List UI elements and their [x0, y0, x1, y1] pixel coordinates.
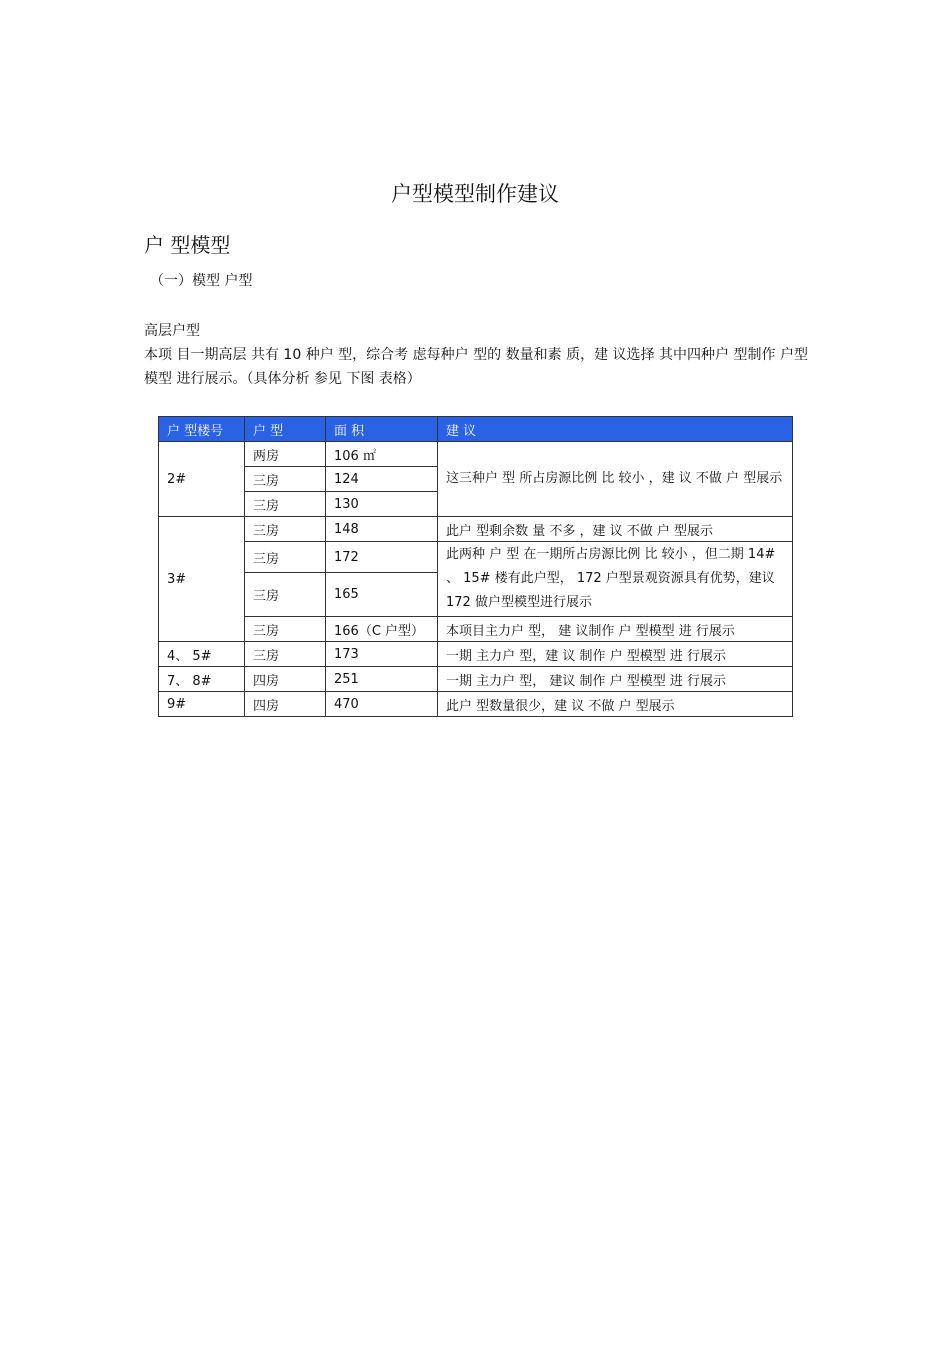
type-cell: 四房 — [245, 667, 326, 692]
table-row — [159, 642, 793, 667]
area-cell: 173 — [326, 642, 438, 667]
suggestion-cell: 一期 主力户 型， 建议 制作 户 型模型 进 行展示 — [438, 667, 793, 692]
suggestion-cell: 此户 型数量很少，建 议 不做 户 型展示 — [438, 692, 793, 717]
type-cell: 两房 — [245, 442, 326, 467]
area-cell: 148 — [326, 517, 438, 542]
type-cell: 三房 — [245, 492, 326, 517]
area-cell: 130 — [326, 492, 438, 517]
type-cell: 三房 — [245, 617, 326, 642]
suggestion-cell: 此两种 户 型 在一期所占房源比例 比 较小 ，但二期 14# 、 15# 楼有此户型， 172 户型景观资源具有优势，建议 172 做户型模型进行展示 — [438, 542, 793, 617]
area-cell: 470 — [326, 692, 438, 717]
building-cell: 7、 8# — [159, 667, 245, 692]
type-cell: 三房 — [245, 642, 326, 667]
type-cell: 三房 — [245, 573, 326, 617]
area-cell: 251 — [326, 667, 438, 692]
type-cell: 三房 — [245, 542, 326, 573]
header-building: 户 型楼号 — [159, 417, 245, 442]
building-cell: 9# — [159, 692, 245, 717]
header-area: 面 积 — [326, 417, 438, 442]
suggestion-cell: 这三种户 型 所占房源比例 比 较小 ，建 议 不做 户 型展示 — [438, 442, 793, 517]
intro-paragraph: 本项 目一期高层 共有 10 种户 型，综合考 虑每种户 型的 数量和素 质，建 议选择 其中四种户 型制作 户型模型 进行展示。（具体分析 参见 下图 表格） — [144, 347, 808, 387]
table-row — [159, 542, 793, 573]
subsection-heading: （一）模型 户型 — [150, 273, 253, 289]
header-suggestion: 建 议 — [438, 417, 793, 442]
area-cell: 166（C 户型） — [326, 617, 438, 642]
table-row — [159, 517, 793, 542]
suggestion-cell: 此户 型剩余数 量 不多 ，建 议 不做 户 型展示 — [438, 517, 793, 542]
table-row — [159, 667, 793, 692]
table-row — [159, 617, 793, 642]
category-label: 高层户型 — [144, 323, 200, 339]
page-title: 户型模型制作建议 — [391, 182, 559, 206]
area-cell: 124 — [326, 467, 438, 492]
building-cell: 2# — [159, 442, 245, 517]
area-cell: 172 — [326, 542, 438, 573]
section-heading: 户 型模型 — [144, 233, 231, 257]
suggestion-cell: 一期 主力户 型，建 议 制作 户 型模型 进 行展示 — [438, 642, 793, 667]
unit-table — [158, 416, 793, 717]
type-cell: 三房 — [245, 517, 326, 542]
area-cell: 106 ㎡ — [326, 442, 438, 467]
area-cell: 165 — [326, 573, 438, 617]
header-type: 户 型 — [245, 417, 326, 442]
table-header-row — [159, 417, 793, 442]
type-cell: 四房 — [245, 692, 326, 717]
table-row — [159, 442, 793, 467]
building-cell: 4、 5# — [159, 642, 245, 667]
building-cell: 3# — [159, 517, 245, 642]
type-cell: 三房 — [245, 467, 326, 492]
table-row — [159, 692, 793, 717]
suggestion-cell: 本项目主力户 型， 建 议制作 户 型模型 进 行展示 — [438, 617, 793, 642]
